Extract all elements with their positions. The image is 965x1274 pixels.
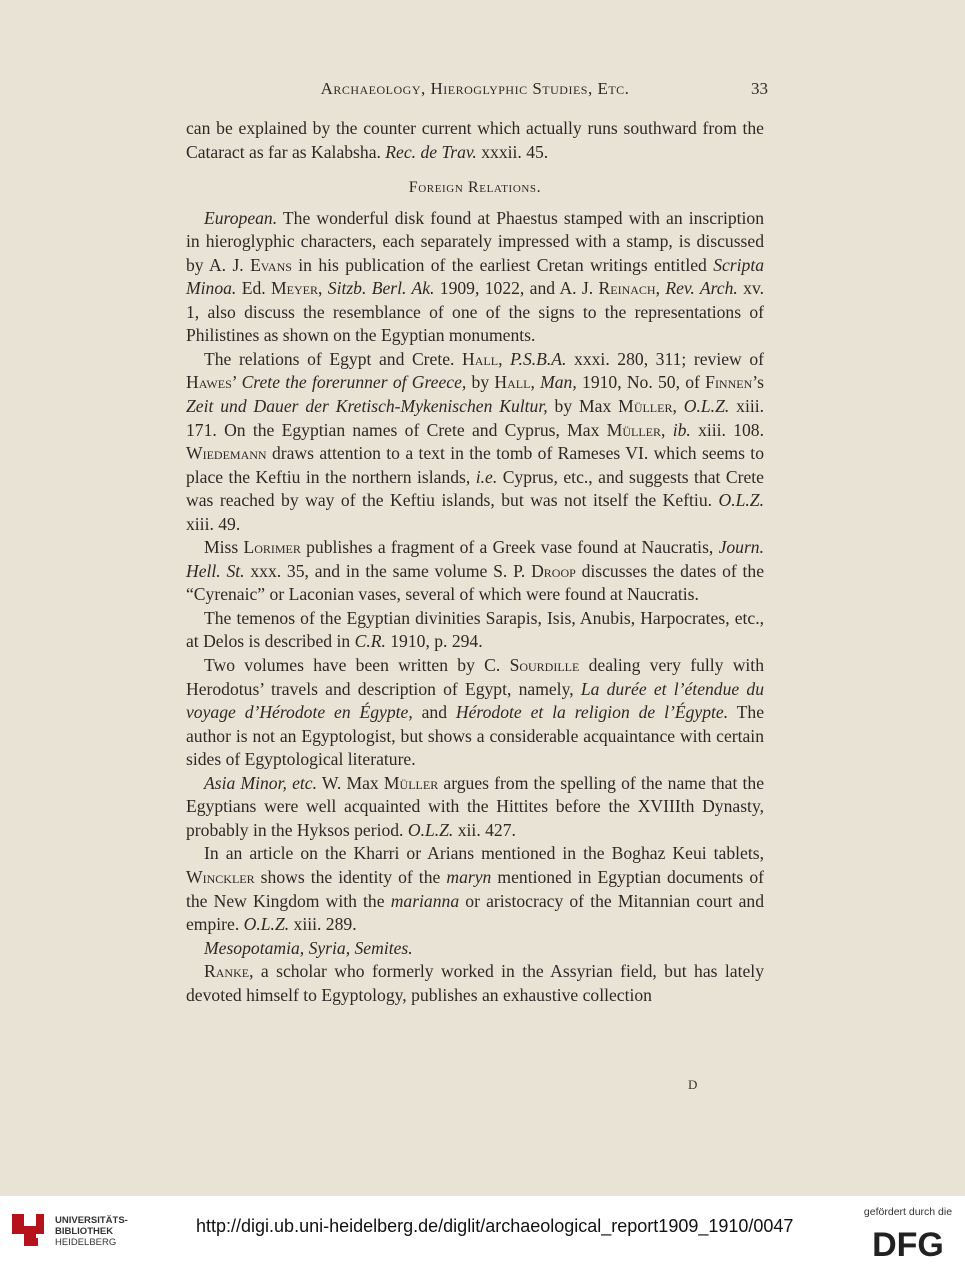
text-run: xxx. 35, and in the same volume S. P.: [244, 560, 532, 581]
text-run: ’: [231, 372, 242, 393]
text-run: ,: [530, 372, 541, 393]
university-library-logo[interactable]: [8, 1206, 128, 1262]
signature-mark: D: [688, 1077, 698, 1092]
text-run: xiii. 108.: [690, 419, 765, 440]
text-run: xxxi. 280, 311; review of: [566, 348, 764, 369]
text-run: The wonderful disk found at Phaestus stamped with an inscription in hieroglyphic characters, each separately impressed with a stamp, is discussed by A. J.: [186, 207, 764, 275]
text-run: Cyprus, etc., and suggests that Crete was reached by way of the Keftiu islands, but was not itself the Keftiu.: [186, 466, 764, 511]
italic-run: maryn: [446, 866, 492, 887]
ub-line-2: BIBLIOTHEK: [55, 1226, 114, 1237]
page-number: 33: [751, 79, 768, 98]
paragraph: [186, 117, 764, 164]
ub-line-1: UNIVERSITÄTS-: [55, 1215, 128, 1226]
running-head: [186, 77, 768, 101]
text-run: xxxii. 45.: [476, 141, 549, 162]
small-caps-run: Wiedemann: [186, 443, 267, 464]
text-run: 1909, 1022, and A. J.: [434, 278, 599, 299]
paragraph: [186, 536, 764, 607]
text-run: mentioned in Egyptian documents of the New Kingdom with the: [186, 866, 764, 911]
dfg-logo[interactable]: [856, 1204, 960, 1264]
text-run: publishes a fragment of a Greek vase found at Naucratis,: [300, 537, 719, 558]
text-run: xiii. 171. On the Egyptian names of Crete and Cyprus, Max: [186, 396, 765, 440]
subsection-heading: [186, 937, 764, 961]
text-run: and: [412, 702, 456, 723]
small-caps-run: Hawes: [186, 372, 232, 393]
italic-run: Asia Minor, etc.: [204, 772, 317, 793]
text-run: xiii. 289.: [289, 914, 357, 935]
text-run: The author is not an Egyptologist, but shows a considerable acquaintance with certain sides of Egyptological literature.: [186, 702, 765, 770]
text-run: draws attention to a text in the tomb of Rameses VI. which seems to place the Keftiu in the northern islands,: [186, 443, 764, 487]
italic-run: Scripta Minoa.: [186, 254, 765, 299]
text-run: by Max: [547, 396, 619, 417]
italic-run: marianna: [390, 890, 460, 911]
italic-run: Zeit und Dauer der Kretisch-Mykenischen Kultur,: [186, 396, 548, 417]
small-caps-run: Finnen: [705, 372, 753, 393]
section-heading: Foreign Relations.: [408, 179, 542, 197]
running-title: Archaeology, Hieroglyphic Studies, Etc.: [320, 79, 630, 98]
text-run: can be explained by the counter current which actually runs southward from the Cataract as far as Kalabsha.: [186, 118, 764, 162]
italic-run: Crete the forerunner of Greece,: [241, 372, 467, 393]
text-run: Two volumes have been written by C.: [204, 655, 510, 676]
text-run: argues from the spelling of the name that the Egyptians were well acquainted with the Hittites before the XVIIIth Dynasty, probably in the Hyksos period.: [186, 772, 765, 840]
text-run: dealing very fully with Herodotus’ travels and description of Egypt, namely,: [186, 655, 764, 699]
text-run: Miss: [204, 537, 244, 558]
text-run: ,: [498, 348, 511, 369]
paragraph: [186, 654, 764, 772]
text-run: ,: [318, 278, 328, 299]
text-run: xiii. 49.: [186, 513, 241, 534]
ub-logo-text: [55, 1215, 128, 1248]
text-run: , a scholar who formerly worked in the Assyrian field, but has lately devoted himself to Egyptology, publishes an exhaustive collection: [186, 961, 764, 1005]
italic-run: Mesopotamia, Syria, Semites.: [204, 937, 413, 958]
page-text: [186, 77, 768, 1007]
italic-run: i.e.: [475, 466, 498, 487]
italic-run: La durée et l’étendue du voyage d’Hérodote en Égypte,: [186, 678, 764, 723]
permalink-url[interactable]: http://digi.ub.uni-heidelberg.de/diglit/archaeological_report1909_1910/0047: [196, 1216, 794, 1236]
text-run: 1910, No. 50, of: [576, 372, 706, 393]
text-run: discusses the dates of the “Cyrenaic” or Laconian vases, several of which were found at Naucratis.: [186, 560, 765, 605]
italic-run: C.R.: [354, 631, 386, 652]
text-run: The temenos of the Egyptian divinities Sarapis, Isis, Anubis, Harpocrates, etc., at Delos is described in: [186, 607, 764, 652]
text-run: In an article on the Kharri or Arians mentioned in the Boghaz Keui tablets,: [204, 843, 764, 864]
ub-emblem-icon: [8, 1210, 48, 1250]
text-run: W. Max: [317, 772, 384, 793]
text-run: ’s: [752, 372, 765, 393]
text-run: ,: [661, 419, 673, 440]
text-run: xv. 1, also discuss the resemblance of one of the signs to the representations of Philistines as shown on the Egyptian monuments.: [186, 278, 765, 346]
text-run: The relations of Egypt and Crete.: [204, 348, 463, 369]
italic-run: Sitzb. Berl. Ak.: [327, 278, 435, 299]
paragraph: [186, 607, 764, 654]
italic-run: P.S.B.A.: [510, 348, 567, 369]
small-caps-run: Ranke: [204, 961, 250, 982]
text-run: ,: [655, 278, 666, 299]
small-caps-run: Meyer: [271, 278, 318, 299]
text-run: xii. 427.: [453, 819, 516, 840]
italic-run: Hérodote et la religion de l’Égypte.: [455, 702, 729, 723]
small-caps-run: Sourdille: [509, 655, 580, 676]
italic-run: European.: [204, 207, 278, 228]
paragraph: [186, 772, 764, 843]
dfg-wordmark: DFG: [872, 1226, 944, 1262]
paragraph: [186, 348, 764, 536]
paragraph: [186, 842, 764, 936]
italic-run: Man,: [540, 372, 577, 393]
text-run: by: [466, 372, 495, 393]
small-caps-run: Hall: [462, 348, 499, 369]
paragraph: [186, 960, 764, 1007]
italic-run: O.L.Z.: [683, 396, 730, 417]
text-run: shows the identity of the: [254, 866, 447, 887]
small-caps-run: Müller: [606, 419, 662, 440]
footer-bar: [0, 1196, 965, 1274]
small-caps-run: Reinach: [598, 278, 656, 299]
italic-run: O.L.Z.: [718, 490, 764, 511]
italic-run: O.L.Z.: [243, 914, 290, 935]
italic-run: Rec. de Trav.: [385, 141, 477, 162]
italic-run: ib.: [672, 419, 691, 440]
text-run: in his publication of the earliest Cretan writings entitled: [291, 254, 714, 275]
text-run: Ed.: [236, 278, 272, 299]
small-caps-run: Hall: [494, 372, 531, 393]
small-caps-run: Müller: [618, 396, 673, 417]
italic-run: Rev. Arch.: [665, 278, 738, 299]
italic-run: Journ. Hell. St.: [186, 537, 765, 581]
italic-run: O.L.Z.: [407, 819, 454, 840]
small-caps-run: Evans: [250, 254, 292, 275]
paragraph: [186, 207, 764, 348]
text-run: 1910, p. 294.: [385, 631, 483, 652]
small-caps-run: Lorimer: [243, 537, 301, 558]
small-caps-run: Müller: [383, 772, 439, 793]
ub-line-3: HEIDELBERG: [55, 1237, 117, 1248]
small-caps-run: Winckler: [186, 866, 255, 887]
small-caps-run: Droop: [531, 560, 576, 581]
funder-label: gefördert durch die: [863, 1206, 953, 1218]
dfg-wordmark-icon: [858, 1226, 958, 1262]
text-run: ,: [672, 396, 684, 417]
text-run: or aristocracy of the Mitannian court and empire.: [186, 890, 764, 935]
